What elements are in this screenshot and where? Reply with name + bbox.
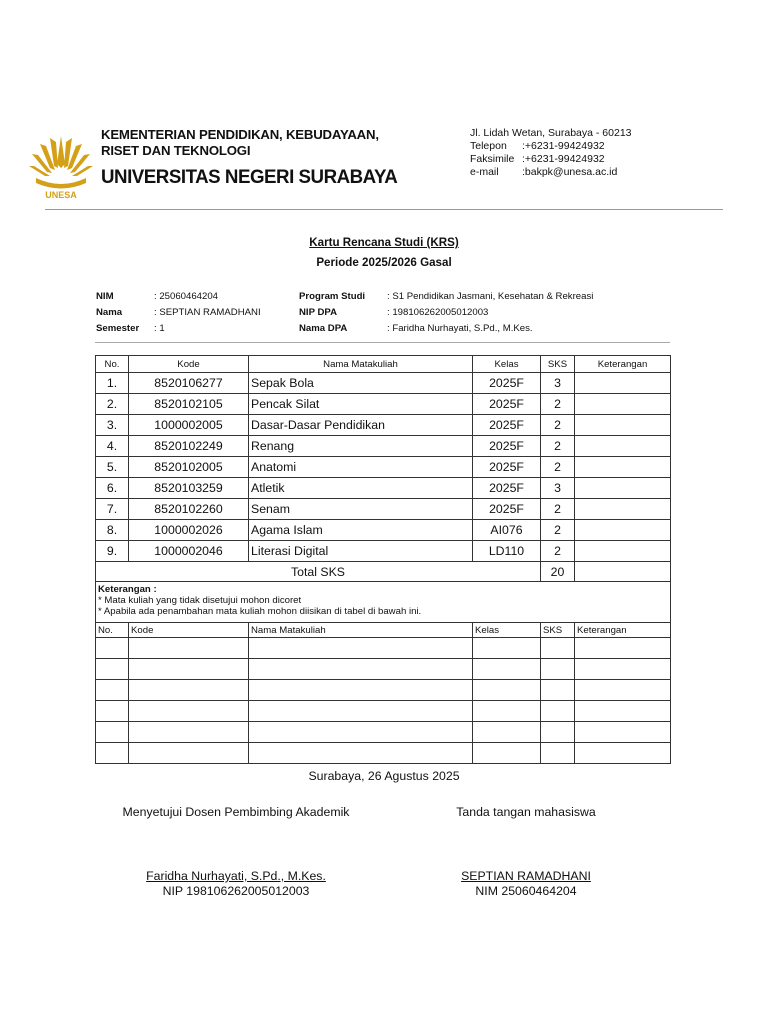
- ministry-line1: KEMENTERIAN PENDIDIKAN, KEBUDAYAAN,: [101, 127, 379, 142]
- cell-kode: 8520102260: [129, 499, 249, 520]
- faksimile-value: :+6231-99424932: [522, 153, 605, 165]
- cell-nama: Senam: [249, 499, 473, 520]
- cell-no: 6.: [96, 478, 129, 499]
- telepon-row: [470, 140, 632, 153]
- cell-sks: 3: [541, 373, 575, 394]
- krs-table: [95, 355, 671, 764]
- cell-nama: Literasi Digital: [249, 541, 473, 562]
- student-signature-title: Tanda tangan mahasiswa: [456, 805, 596, 819]
- total-sks-value: 20: [541, 562, 575, 582]
- table-row: [96, 478, 671, 499]
- faksimile-row: [470, 153, 632, 166]
- telepon-value: :+6231-99424932: [522, 140, 605, 152]
- nama-label: Nama: [96, 307, 123, 318]
- col-sks: SKS: [541, 356, 575, 373]
- notes-cell: [96, 582, 671, 623]
- table-row: [96, 394, 671, 415]
- cell-kelas: LD110: [473, 541, 541, 562]
- cell-sks: 2: [541, 457, 575, 478]
- namadpa-value: : Faridha Nurhayati, S.Pd., M.Kes.: [387, 323, 533, 334]
- empty-row: [96, 659, 671, 680]
- cell-sks: 2: [541, 520, 575, 541]
- cell-nama: Pencak Silat: [249, 394, 473, 415]
- cell-keterangan: [575, 499, 671, 520]
- cell-no: 4.: [96, 436, 129, 457]
- notes-title: Keterangan :: [98, 584, 157, 595]
- university-name: UNIVERSITAS NEGERI SURABAYA: [101, 166, 398, 188]
- prodi-value: : S1 Pendidikan Jasmani, Kesehatan & Rekreasi: [387, 291, 594, 302]
- note-2: * Apabila ada penambahan mata kuliah mohon diisikan di tabel di bawah ini.: [98, 606, 422, 617]
- identity-divider: [95, 342, 670, 343]
- cell-kelas: AI076: [473, 520, 541, 541]
- cell-no: 7.: [96, 499, 129, 520]
- cell-nama: Sepak Bola: [249, 373, 473, 394]
- table-row: [96, 436, 671, 457]
- semester-label: Semester: [96, 323, 140, 334]
- empty-row: [96, 701, 671, 722]
- empty-row: [96, 743, 671, 764]
- cell-sks: 2: [541, 394, 575, 415]
- total-row: [96, 562, 671, 582]
- cell-keterangan: [575, 520, 671, 541]
- cell-sks: 2: [541, 436, 575, 457]
- nama-value: : SEPTIAN RAMADHANI: [154, 307, 261, 318]
- cell-kode: 1000002046: [129, 541, 249, 562]
- empty-row: [96, 680, 671, 701]
- cell-sks: 2: [541, 415, 575, 436]
- cell-kelas: 2025F: [473, 478, 541, 499]
- table-row: [96, 415, 671, 436]
- cell-kelas: 2025F: [473, 394, 541, 415]
- telepon-label: Telepon: [470, 140, 507, 152]
- cell-kelas: 2025F: [473, 499, 541, 520]
- cell-kelas: 2025F: [473, 436, 541, 457]
- namadpa-label: Nama DPA: [299, 323, 348, 334]
- cell-no: 3.: [96, 415, 129, 436]
- cell-keterangan: [575, 436, 671, 457]
- note-1: * Mata kuliah yang tidak disetujui mohon dicoret: [98, 595, 302, 606]
- cell-no: 5.: [96, 457, 129, 478]
- address: Jl. Lidah Wetan, Surabaya - 60213: [470, 127, 632, 139]
- advisor-approval-title: Menyetujui Dosen Pembimbing Akademik: [122, 805, 350, 819]
- cell-sks: 3: [541, 478, 575, 499]
- cell-kode: 1000002026: [129, 520, 249, 541]
- table-row: [96, 541, 671, 562]
- logo-text: UNESA: [45, 190, 77, 200]
- col-keterangan: Keterangan: [575, 356, 671, 373]
- student-nim: NIM 25060464204: [475, 884, 577, 898]
- col-kode: Kode: [129, 356, 249, 373]
- col-no: No.: [96, 356, 129, 373]
- cell-nama: Renang: [249, 436, 473, 457]
- empty-row: [96, 722, 671, 743]
- nipdpa-label: NIP DPA: [299, 307, 338, 318]
- document-title: Kartu Rencana Studi (KRS): [309, 236, 459, 249]
- nipdpa-value: : 198106262005012003: [387, 307, 489, 318]
- contact-block: [470, 127, 632, 179]
- program-identity: [299, 289, 593, 337]
- ministry-line2: RISET DAN TEKNOLOGI: [101, 143, 251, 158]
- cell-no: 2.: [96, 394, 129, 415]
- notes-row: [96, 582, 671, 623]
- cell-keterangan: [575, 373, 671, 394]
- cell-kode: 8520102105: [129, 394, 249, 415]
- cell-kelas: 2025F: [473, 415, 541, 436]
- addition-table-header: [96, 623, 671, 638]
- cell-keterangan: [575, 541, 671, 562]
- cell-kode: 8520102005: [129, 457, 249, 478]
- table-row: [96, 457, 671, 478]
- faksimile-label: Faksimile: [470, 153, 515, 165]
- cell-kode: 8520106277: [129, 373, 249, 394]
- nim-value: : 25060464204: [154, 291, 219, 302]
- cell-nama: Dasar-Dasar Pendidikan: [249, 415, 473, 436]
- add-col-keterangan: Keterangan: [575, 623, 671, 638]
- email-label: e-mail: [470, 166, 499, 178]
- advisor-nip: NIP 198106262005012003: [162, 884, 310, 898]
- cell-kelas: 2025F: [473, 457, 541, 478]
- header-divider: [45, 209, 723, 210]
- cell-nama: Atletik: [249, 478, 473, 499]
- student-name: SEPTIAN RAMADHANI: [461, 869, 591, 883]
- student-identity: [96, 289, 261, 337]
- cell-no: 1.: [96, 373, 129, 394]
- cell-nama: Anatomi: [249, 457, 473, 478]
- empty-row: [96, 638, 671, 659]
- add-col-kelas: Kelas: [473, 623, 541, 638]
- add-col-nama: Nama Matakuliah: [249, 623, 473, 638]
- cell-kode: 8520103259: [129, 478, 249, 499]
- cell-sks: 2: [541, 541, 575, 562]
- add-col-no: No.: [96, 623, 129, 638]
- cell-sks: 2: [541, 499, 575, 520]
- email-value: :bakpk@unesa.ac.id: [522, 166, 618, 178]
- cell-kelas: 2025F: [473, 373, 541, 394]
- cell-keterangan: [575, 457, 671, 478]
- ministry-name: [101, 127, 379, 159]
- cell-no: 8.: [96, 520, 129, 541]
- document-period: Periode 2025/2026 Gasal: [316, 256, 452, 269]
- col-nama: Nama Matakuliah: [249, 356, 473, 373]
- prodi-label: Program Studi: [299, 291, 366, 302]
- total-keterangan: [575, 562, 671, 582]
- cell-nama: Agama Islam: [249, 520, 473, 541]
- nim-label: NIM: [96, 291, 114, 302]
- table-row: [96, 373, 671, 394]
- email-row: [470, 166, 632, 179]
- col-kelas: Kelas: [473, 356, 541, 373]
- cell-kode: 1000002005: [129, 415, 249, 436]
- add-col-kode: Kode: [129, 623, 249, 638]
- table-header: [96, 356, 671, 373]
- cell-keterangan: [575, 415, 671, 436]
- cell-keterangan: [575, 394, 671, 415]
- place-date: Surabaya, 26 Agustus 2025: [308, 769, 460, 783]
- cell-no: 9.: [96, 541, 129, 562]
- semester-value: : 1: [154, 323, 165, 334]
- total-label: Total SKS: [96, 562, 541, 582]
- cell-kode: 8520102249: [129, 436, 249, 457]
- add-col-sks: SKS: [541, 623, 575, 638]
- cell-keterangan: [575, 478, 671, 499]
- unesa-logo-icon: [26, 128, 96, 200]
- table-row: [96, 520, 671, 541]
- table-row: [96, 499, 671, 520]
- advisor-name: Faridha Nurhayati, S.Pd., M.Kes.: [146, 869, 326, 883]
